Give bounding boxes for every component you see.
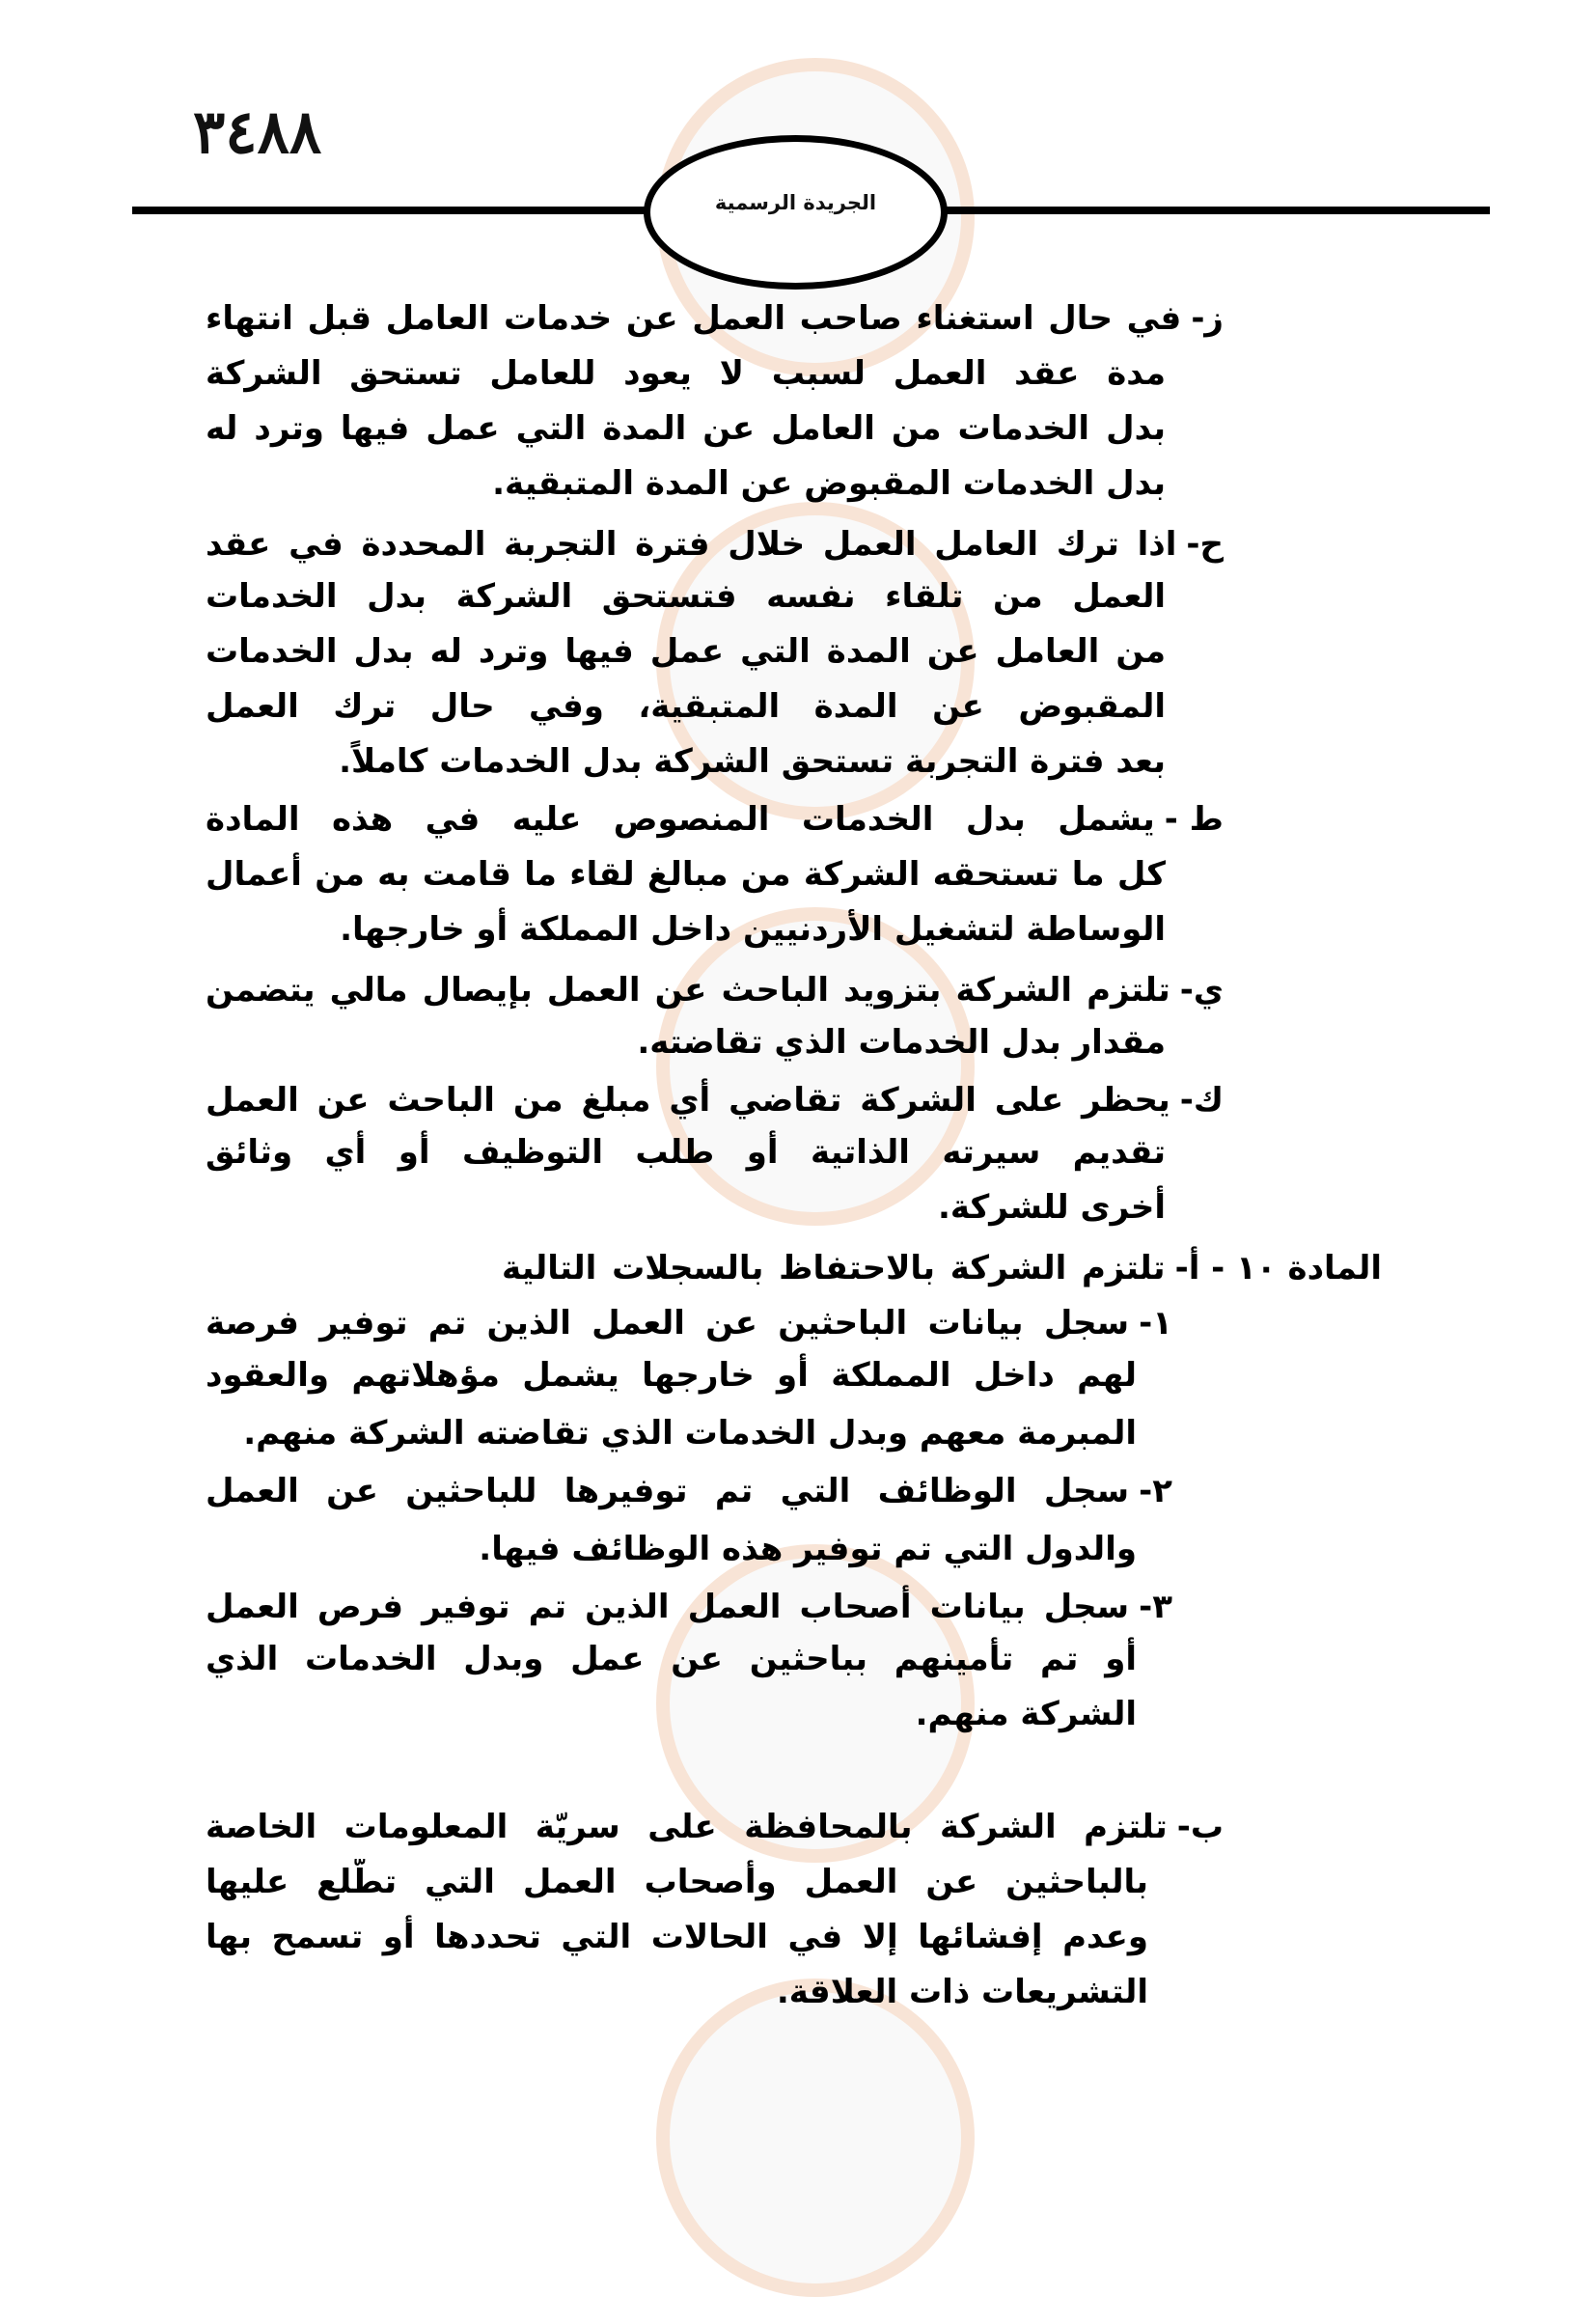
line-text: المبرمة معهم وبدل الخدمات الذي تقاضته الشركة منهم. (243, 1414, 1137, 1453)
item-label: المادة ١٠ - أ- (1174, 1249, 1382, 1287)
paragraph-line (206, 1804, 1224, 1850)
paragraph-line (206, 683, 1166, 730)
line-text: كل ما تستحقه الشركة من مبالغ لقاء ما قامت به من أعمال (206, 855, 1166, 894)
line-text: اذا ترك العامل العمل خلال فترة التجربة المحددة في عقد (206, 525, 1177, 564)
line-text: الشركة منهم. (915, 1695, 1137, 1733)
paragraph-line (206, 1019, 1166, 1065)
line-text: الوساطة لتشغيل الأردنيين داخل المملكة أو خارجها. (340, 910, 1166, 949)
paragraph-line (206, 405, 1166, 452)
line-text: سجل الوظائف التي تم توفيرها للباحثين عن العمل (206, 1472, 1130, 1510)
paragraph-line (206, 1584, 1172, 1630)
line-text: تلتزم الشركة بتزويد الباحث عن العمل بإيصال مالي يتضمن (206, 971, 1170, 1010)
paragraph-line (206, 573, 1166, 620)
line-text: مقدار بدل الخدمات الذي تقاضته. (637, 1023, 1166, 1062)
line-text: أو تم تأمينهم بباحثين عن عمل وبدل الخدمات الذي (206, 1640, 1137, 1678)
paragraph-line (206, 460, 1166, 507)
line-text: العمل من تلقاء نفسه فتستحق الشركة بدل الخدمات (206, 577, 1166, 616)
item-label: ح- (1186, 525, 1224, 564)
line-text: تقديم سيرته الذاتية أو طلب التوظيف أو أي وثائق (206, 1133, 1166, 1172)
line-text: يحظر على الشركة تقاضي أي مبلغ من الباحث عن العمل (206, 1081, 1170, 1120)
line-text: في حال استغناء صاحب العمل عن خدمات العامل قبل انتهاء (206, 299, 1182, 338)
item-label: ك- (1179, 1081, 1224, 1120)
page-number: ٣٤٨٨ (193, 97, 322, 167)
paragraph-line (206, 967, 1224, 1013)
paragraph-line (206, 350, 1166, 397)
line-text: أخرى للشركة. (937, 1188, 1166, 1227)
paragraph-line (206, 1352, 1137, 1398)
watermark-clock-icon (656, 1979, 975, 2297)
line-text: وعدم إفشائها إلا في الحالات التي تحددها أو تسمح بها (206, 1918, 1148, 1956)
paragraph-line (206, 1636, 1137, 1682)
item-label: ٣- (1139, 1588, 1172, 1626)
item-label: ز- (1191, 299, 1224, 338)
item-label: ١- (1139, 1304, 1172, 1342)
publication-seal (644, 135, 948, 290)
line-text: المقبوض عن المدة المتبقية، وفي حال ترك العمل (206, 687, 1166, 726)
line-text: والدول التي تم توفير هذه الوظائف فيها. (479, 1530, 1137, 1568)
line-text: التشريعات ذات العلاقة. (776, 1973, 1148, 2011)
line-text: بدل الخدمات من العامل عن المدة التي عمل فيها وترد له (206, 409, 1166, 448)
paragraph-line (206, 851, 1166, 898)
paragraph-line (206, 906, 1166, 953)
paragraph-line (206, 628, 1166, 675)
paragraph-line (206, 1526, 1137, 1572)
paragraph-line (502, 1245, 1382, 1291)
item-label: ب- (1176, 1808, 1224, 1846)
paragraph-line (206, 1410, 1137, 1456)
paragraph-line (206, 1468, 1172, 1514)
line-text: من العامل عن المدة التي عمل فيها وترد له بدل الخدمات (206, 632, 1166, 671)
paragraph-line (206, 1859, 1148, 1905)
line-text: بالباحثين عن العمل وأصحاب العمل التي تطّلع عليها (206, 1863, 1148, 1901)
line-text: بعد فترة التجربة تستحق الشركة بدل الخدمات كاملاً. (339, 742, 1166, 781)
line-text: سجل بيانات الباحثين عن العمل الذين تم توفير فرصة (206, 1304, 1130, 1342)
watermark-clock-icon (656, 907, 975, 1226)
publication-title: الجريدة الرسمية (714, 191, 877, 214)
paragraph-line (206, 1129, 1166, 1176)
paragraph-line (206, 1077, 1224, 1123)
paragraph-line (206, 1969, 1148, 2015)
line-text: يشمل بدل الخدمات المنصوص عليه في هذه المادة (206, 800, 1155, 839)
line-text: بدل الخدمات المقبوض عن المدة المتبقية. (492, 464, 1166, 503)
paragraph-line (206, 295, 1224, 342)
item-label: ط - (1164, 800, 1224, 839)
paragraph-line (206, 1914, 1148, 1960)
paragraph-line (206, 521, 1224, 567)
paragraph-line (206, 1300, 1172, 1346)
paragraph-line (206, 1184, 1166, 1231)
line-text: تلتزم الشركة بالاحتفاظ بالسجلات التالية (502, 1249, 1166, 1287)
paragraph-line (206, 738, 1166, 785)
line-text: تلتزم الشركة بالمحافظة على سريّة المعلومات الخاصة (206, 1808, 1168, 1846)
item-label: ٢- (1139, 1472, 1172, 1510)
paragraph-line (206, 796, 1224, 843)
line-text: مدة عقد العمل لسبب لا يعود للعامل تستحق الشركة (206, 354, 1166, 393)
item-label: ي- (1179, 971, 1224, 1010)
line-text: سجل بيانات أصحاب العمل الذين تم توفير فرص العمل (206, 1588, 1130, 1626)
paragraph-line (206, 1691, 1137, 1737)
line-text: لهم داخل المملكة أو خارجها يشمل مؤهلاتهم والعقود (206, 1356, 1137, 1395)
